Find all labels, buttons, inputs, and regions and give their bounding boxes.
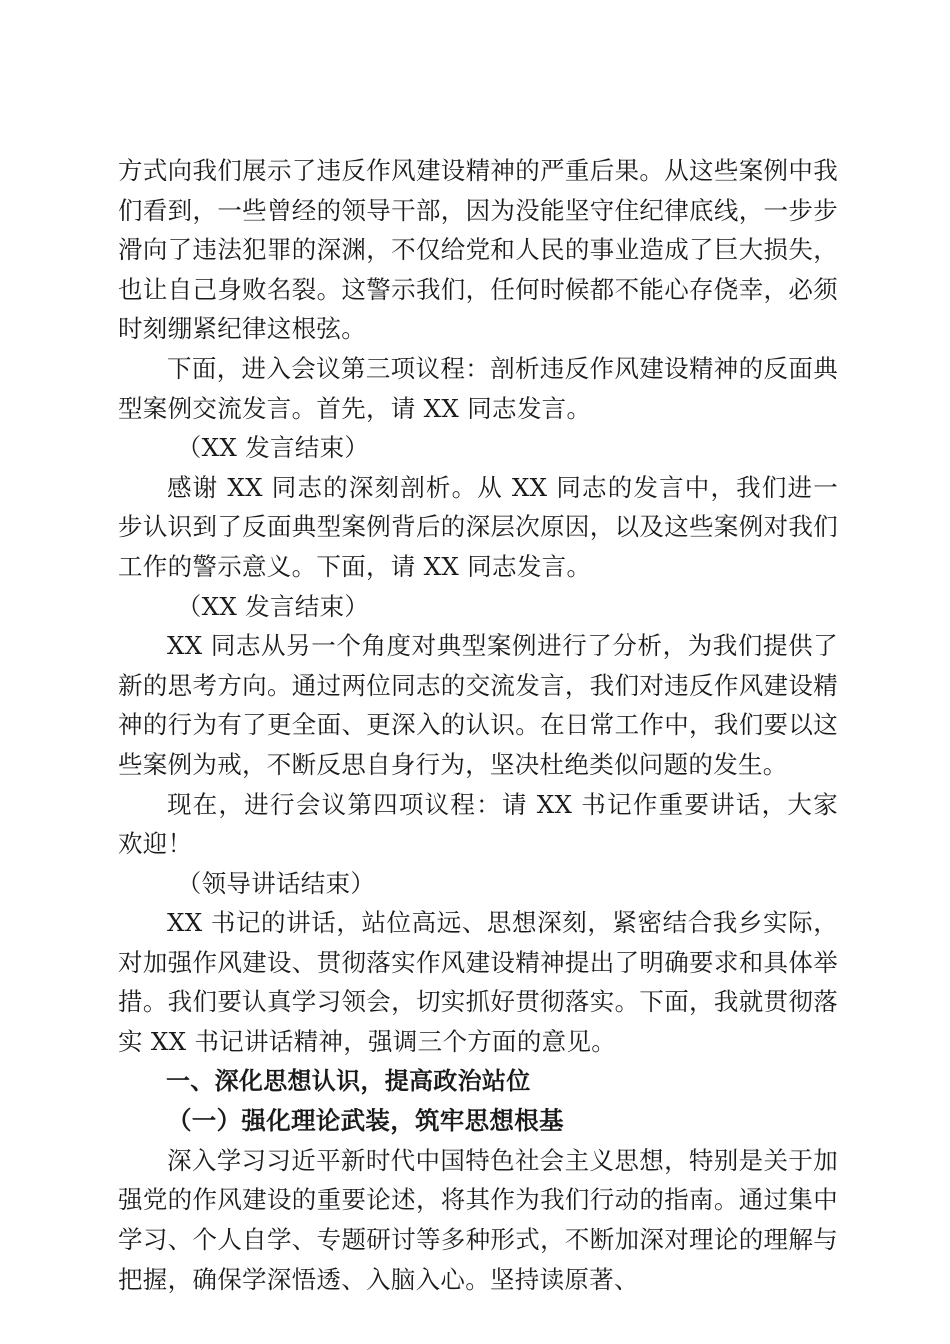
stage-note-speech-end-2: （XX 发言结束）	[176, 591, 370, 621]
subsection-heading-1-1: （一）强化理论武装，筑牢思想根基	[167, 1106, 564, 1136]
paragraph-continuation: 方式向我们展示了违反作风建设精神的严重后果。从这些案例中我们看到，一些曾经的领导干部，因为没能坚守住纪律底线，一步步滑向了违法犯罪的深渊，不仅给党和人民的事业造成了巨大损失，也让自己身败名裂。这警示我们，任何时候都不能心存侥幸，必须时刻绷紧纪律这根弦。	[118, 156, 838, 344]
paragraph-summary: XX 书记的讲话，站位高远、思想深刻，紧密结合我乡实际，对加强作风建设、贯彻落实作风建设精神提出了明确要求和具体举措。我们要认真学习领会，切实抓好贯彻落实。下面，我就贯彻落实 XX 书记讲话精神，强调三个方面的意见。	[118, 908, 838, 1057]
stage-note-leader-speech-end: （领导讲话结束）	[176, 868, 376, 898]
paragraph-analysis: XX 同志从另一个角度对典型案例进行了分析，为我们提供了新的思考方向。通过两位同志的交流发言，我们对违反作风建设精神的行为有了更全面、更深入的认识。在日常工作中，我们要以这些案例为戒，不断反思自身行为，坚决杜绝类似问题的发生。	[118, 631, 838, 779]
paragraph-agenda-four: 现在，进行会议第四项议程：请 XX 书记作重要讲话，大家欢迎！	[118, 789, 838, 859]
section-heading-1: 一、深化思想认识，提高政治站位	[166, 1066, 531, 1095]
document-body	[118, 151, 838, 1299]
paragraph-agenda-three: 下面，进入会议第三项议程：剖析违反作风建设精神的反面典型案例交流发言。首先，请 XX 同志发言。	[118, 353, 838, 423]
stage-note-speech-end-1: （XX 发言结束）	[176, 433, 370, 463]
paragraph-study: 深入学习习近平新时代中国特色社会主义思想，特别是关于加强党的作风建设的重要论述，将其作为我们行动的指南。通过集中学习、个人自学、专题研讨等多种形式，不断加深对理论的理解与把握，确保学深悟透、入脑入心。坚持读原著、	[118, 1145, 838, 1294]
paragraph-thanks: 感谢 XX 同志的深刻剖析。从 XX 同志的发言中，我们进一步认识到了反面典型案例背后的深层次原因，以及这些案例对我们工作的警示意义。下面，请 XX 同志发言。	[118, 472, 838, 581]
